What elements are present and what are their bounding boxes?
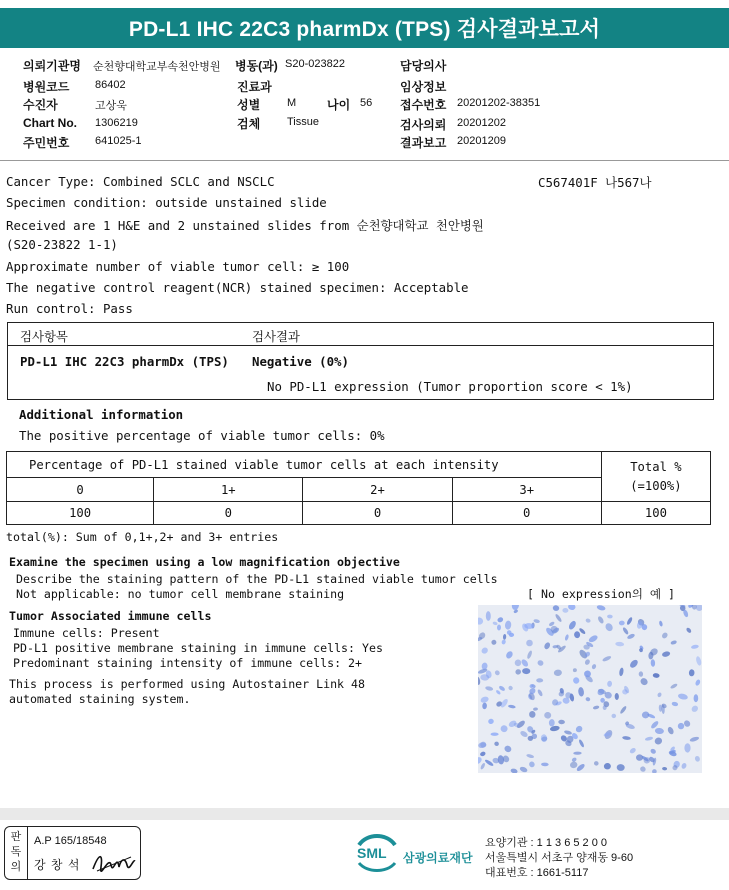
micrograph-nucleus	[607, 614, 613, 618]
micrograph-nucleus	[659, 620, 664, 626]
micrograph-nucleus	[536, 678, 543, 682]
clinical-label: 임상정보	[400, 80, 447, 94]
micrograph-nucleus	[480, 762, 486, 770]
micrograph-nucleus	[657, 692, 662, 698]
micrograph-nucleus	[596, 605, 606, 611]
specimen-condition: Specimen condition: outside unstained slide	[6, 195, 327, 210]
age-value: 56	[360, 97, 373, 109]
micrograph-nucleus	[667, 726, 675, 735]
micrograph-nucleus	[510, 768, 518, 773]
micrograph-nucleus	[607, 681, 612, 688]
image-caption: [ No expression의 예 ]	[527, 587, 676, 601]
accession-value: 20201202-38351	[457, 97, 541, 109]
micrograph-nucleus	[696, 605, 702, 611]
micrograph-nucleus	[541, 762, 549, 766]
immune-title: Tumor Associated immune cells	[9, 609, 212, 623]
intensity-0-value: 100	[7, 502, 154, 525]
micrograph-nucleus	[689, 669, 695, 676]
micrograph-nucleus	[564, 634, 569, 641]
micrograph-nucleus	[505, 620, 512, 630]
result-table	[7, 322, 714, 400]
micrograph-nucleus	[653, 673, 660, 678]
micrograph-nucleus	[479, 751, 486, 757]
specimen-value: Tissue	[287, 116, 319, 128]
ncr-text: The negative control reagent(NCR) stained specimen: Acceptable	[6, 280, 469, 295]
micrograph-nucleus	[491, 733, 499, 736]
micrograph-nucleus	[568, 605, 577, 611]
run-control: Run control: Pass	[6, 301, 133, 316]
micrograph-nucleus	[602, 655, 612, 662]
micrograph-nucleus	[626, 616, 633, 625]
micrograph-nucleus	[558, 720, 565, 725]
pathologist-stamp	[4, 826, 141, 880]
intensity-1-header: 1+	[154, 478, 303, 502]
received-text: Received are 1 H&E and 2 unstained slides from 순천향대학교 천안병원	[6, 218, 484, 233]
micrograph-nucleus	[497, 624, 501, 630]
micrograph-nucleus	[671, 701, 678, 707]
micrograph-nucleus	[691, 644, 699, 649]
immune-line1: Immune cells: Present	[13, 626, 160, 640]
stamp-divider	[27, 827, 28, 879]
micrograph-nucleus	[651, 659, 656, 667]
institution-value: 순천향대학교부속천안병원	[93, 61, 221, 73]
chart-value: 1306219	[95, 117, 138, 129]
micrograph-nucleus	[488, 718, 495, 725]
examine-title: Examine the specimen using a low magnification objective	[9, 555, 400, 569]
sml-logo-text: SML	[357, 845, 387, 861]
micrograph-nucleus	[622, 627, 629, 636]
micrograph-nucleus	[519, 730, 528, 738]
micrograph-nucleus	[694, 694, 699, 702]
micrograph-nucleus	[515, 669, 521, 675]
stamp-label: 판독의	[10, 831, 22, 873]
dept-label: 진료과	[237, 80, 272, 94]
micrograph-nucleus	[503, 634, 507, 640]
micrograph-nucleus	[486, 611, 491, 621]
result-col-result-header: 검사결과	[252, 329, 300, 344]
total-header-line2: (=100%)	[630, 478, 682, 493]
micrograph-nucleus	[525, 638, 534, 647]
total-header	[601, 452, 710, 502]
micrograph-nucleus	[695, 679, 702, 687]
percentage-table-header: Percentage of PD-L1 stained viable tumor cells at each intensity	[7, 452, 602, 478]
micrograph-nucleus	[503, 744, 512, 753]
micrograph-cells	[478, 605, 702, 773]
micrograph-nucleus	[677, 693, 688, 701]
footer-phone: 대표번호 : 1661-5117	[485, 867, 589, 879]
micrograph-nucleus	[533, 619, 540, 624]
micrograph-nucleus	[564, 730, 573, 736]
micrograph-nucleus	[501, 639, 506, 645]
micrograph-nucleus	[572, 676, 580, 684]
total-value: 100	[601, 502, 710, 525]
micrograph-nucleus	[552, 605, 559, 612]
micrograph-nucleus	[593, 705, 600, 710]
doctor-label: 담당의사	[400, 59, 447, 73]
micrograph-nucleus	[554, 669, 563, 676]
ward-label: 병동(과)	[235, 59, 278, 73]
micrograph-nucleus	[522, 668, 530, 674]
micrograph-nucleus	[588, 634, 599, 644]
micrograph-nucleus	[497, 616, 504, 623]
micrograph-nucleus	[661, 632, 669, 640]
specimen-label: 검체	[237, 117, 261, 131]
micrograph-nucleus	[619, 667, 624, 676]
micrograph-nucleus	[508, 685, 514, 691]
hospital-code-label: 병원코드	[23, 80, 70, 94]
micrograph-nucleus	[615, 642, 624, 647]
micrograph-nucleus	[543, 641, 551, 650]
result-item: PD-L1 IHC 22C3 pharmDx (TPS)	[20, 354, 229, 369]
micrograph-nucleus	[584, 658, 591, 665]
micrograph-nucleus	[562, 608, 568, 613]
footer-reg: 요양기관 : 1 1 3 6 5 2 0 0	[485, 837, 608, 849]
micrograph-nucleus	[639, 671, 644, 677]
micrograph-nucleus	[537, 689, 544, 697]
report-date-label: 결과보고	[400, 136, 447, 150]
micrograph-nucleus	[685, 627, 692, 634]
request-label: 검사의뢰	[400, 118, 447, 132]
micrograph-nucleus	[485, 686, 494, 692]
micrograph-nucleus	[695, 656, 702, 666]
micrograph-nucleus	[593, 760, 599, 766]
footer-address: 서울특별시 서초구 양재동 9-60	[485, 852, 634, 864]
micrograph-nucleus	[482, 702, 487, 709]
intensity-0-header: 0	[7, 478, 154, 502]
examine-line2: Not applicable: no tumor cell membrane staining	[16, 587, 345, 601]
micrograph-nucleus	[650, 748, 657, 755]
institution-label: 의뢰기관명	[23, 59, 81, 73]
report-date-value: 20201209	[457, 135, 506, 147]
micrograph-image	[478, 605, 702, 773]
footer-band	[0, 808, 729, 820]
micrograph-nucleus	[573, 751, 582, 754]
block-id: C567401F 나567나	[538, 175, 652, 190]
org-name: 삼광의료재단	[403, 851, 473, 865]
intensity-1-value: 0	[154, 502, 303, 525]
intensity-2-header: 2+	[303, 478, 452, 502]
patient-label: 수진자	[23, 98, 58, 112]
stamp-code: A.P 165/18548	[34, 835, 107, 847]
process-line2: automated staining system.	[9, 692, 191, 706]
micrograph-nucleus	[498, 685, 506, 692]
id-value: 641025-1	[95, 135, 142, 147]
micrograph-nucleus	[604, 622, 614, 633]
micrograph-nucleus	[694, 755, 701, 762]
micrograph-nucleus	[528, 761, 536, 769]
micrograph-nucleus	[574, 631, 580, 638]
patient-value: 고상욱	[95, 100, 127, 112]
micrograph-nucleus	[662, 767, 667, 771]
micrograph-nucleus	[480, 646, 489, 655]
result-note: No PD-L1 expression (Tumor proportion score < 1%)	[267, 379, 633, 394]
micrograph-nucleus	[596, 687, 605, 696]
micrograph-nucleus	[526, 650, 533, 660]
additional-line: The positive percentage of viable tumor cells: 0%	[19, 428, 385, 443]
micrograph-nucleus	[549, 719, 555, 727]
micrograph-nucleus	[654, 737, 663, 746]
micrograph-nucleus	[540, 734, 547, 743]
process-line1: This process is performed using Autostainer Link 48	[9, 677, 365, 691]
micrograph-nucleus	[514, 658, 523, 667]
micrograph-nucleus	[678, 723, 685, 730]
immune-line3: Predominant staining intensity of immune cells: 2+	[13, 656, 363, 670]
micrograph-nucleus	[690, 704, 699, 713]
micrograph-nucleus	[478, 756, 483, 766]
micrograph-nucleus	[573, 668, 577, 672]
micrograph-nucleus	[578, 687, 585, 697]
micrograph-nucleus	[500, 725, 508, 733]
micrograph-nucleus	[645, 736, 654, 741]
micrograph-nucleus	[629, 658, 640, 669]
micrograph-nucleus	[681, 762, 688, 769]
examine-line1: Describe the staining pattern of the PD-L1 stained viable tumor cells	[16, 572, 498, 586]
accession-label: 접수번호	[400, 98, 447, 112]
additional-title: Additional information	[19, 407, 184, 422]
micrograph-nucleus	[544, 711, 552, 719]
micrograph-nucleus	[619, 705, 627, 714]
micrograph-nucleus	[639, 677, 649, 687]
hospital-code-value: 86402	[95, 79, 126, 91]
total-header-line1: Total %	[630, 459, 682, 474]
micrograph-nucleus	[604, 763, 612, 770]
result-col-item-header: 검사항목	[20, 329, 68, 344]
percentage-table	[6, 451, 711, 525]
micrograph-nucleus	[684, 743, 690, 753]
micrograph-nucleus	[651, 768, 657, 773]
micrograph-nucleus	[478, 617, 484, 625]
micrograph-nucleus	[591, 663, 597, 669]
micrograph-nucleus	[526, 753, 534, 758]
micrograph-nucleus	[616, 764, 624, 771]
intensity-3-header: 3+	[452, 478, 601, 502]
sex-value: M	[287, 97, 297, 109]
immune-line2: PD-L1 positive membrane staining in immune cells: Yes	[13, 641, 383, 655]
received-ref: (S20-23822 1-1)	[6, 237, 118, 252]
micrograph-nucleus	[585, 697, 590, 702]
micrograph-nucleus	[508, 704, 516, 708]
micrograph-nucleus	[661, 651, 670, 658]
header-divider	[0, 160, 729, 161]
micrograph-nucleus	[554, 613, 562, 622]
micrograph-nucleus	[569, 761, 578, 769]
micrograph-nucleus	[641, 711, 650, 719]
micrograph-nucleus	[639, 765, 647, 772]
micrograph-nucleus	[578, 739, 585, 748]
intensity-2-value: 0	[303, 502, 452, 525]
micrograph-nucleus	[611, 713, 616, 718]
micrograph-nucleus	[537, 659, 545, 666]
micrograph-nucleus	[597, 615, 605, 624]
micrograph-nucleus	[511, 605, 520, 611]
micrograph-nucleus	[520, 658, 529, 668]
micrograph-nucleus	[629, 747, 637, 755]
ward-value: S20-023822	[285, 58, 345, 70]
micrograph-nucleus	[670, 683, 678, 690]
micrograph-nucleus	[655, 727, 665, 734]
micrograph-nucleus	[490, 639, 497, 646]
micrograph-nucleus	[670, 640, 677, 646]
micrograph-nucleus	[519, 766, 528, 773]
total-footnote: total(%): Sum of 0,1+,2+ and 3+ entries	[6, 530, 279, 544]
sex-label: 성별	[237, 98, 261, 112]
request-value: 20201202	[457, 117, 506, 129]
micrograph-nucleus	[495, 689, 501, 695]
micrograph-nucleus	[533, 707, 538, 711]
micrograph-nucleus	[558, 691, 565, 698]
micrograph-nucleus	[480, 695, 490, 703]
micrograph-nucleus	[492, 621, 498, 626]
micrograph-nucleus	[494, 741, 500, 747]
micrograph-nucleus	[619, 621, 625, 626]
micrograph-nucleus	[575, 725, 584, 734]
micrograph-nucleus	[585, 618, 591, 624]
micrograph-nucleus	[505, 650, 514, 660]
viable-cells: Approximate number of viable tumor cell: ≥ 100	[6, 259, 350, 274]
report-title: PD-L1 IHC 22C3 pharmDx (TPS) 검사결과보고서	[0, 8, 729, 48]
id-label: 주민번호	[23, 136, 70, 150]
chart-label: Chart No.	[23, 116, 77, 130]
micrograph-nucleus	[689, 736, 699, 743]
micrograph-nucleus	[494, 669, 501, 676]
micrograph-nucleus	[615, 693, 619, 700]
cancer-type: Cancer Type: Combined SCLC and NSCLC	[6, 174, 275, 189]
micrograph-nucleus	[528, 710, 536, 718]
micrograph-nucleus	[622, 736, 631, 741]
signature-scribble	[91, 849, 137, 875]
result-value: Negative (0%)	[252, 354, 349, 369]
result-table-divider	[8, 345, 713, 346]
age-label: 나이	[327, 98, 351, 112]
micrograph-nucleus	[551, 698, 559, 706]
micrograph-nucleus	[568, 620, 578, 631]
stamp-name: 강 창 석	[34, 858, 81, 872]
intensity-3-value: 0	[452, 502, 601, 525]
